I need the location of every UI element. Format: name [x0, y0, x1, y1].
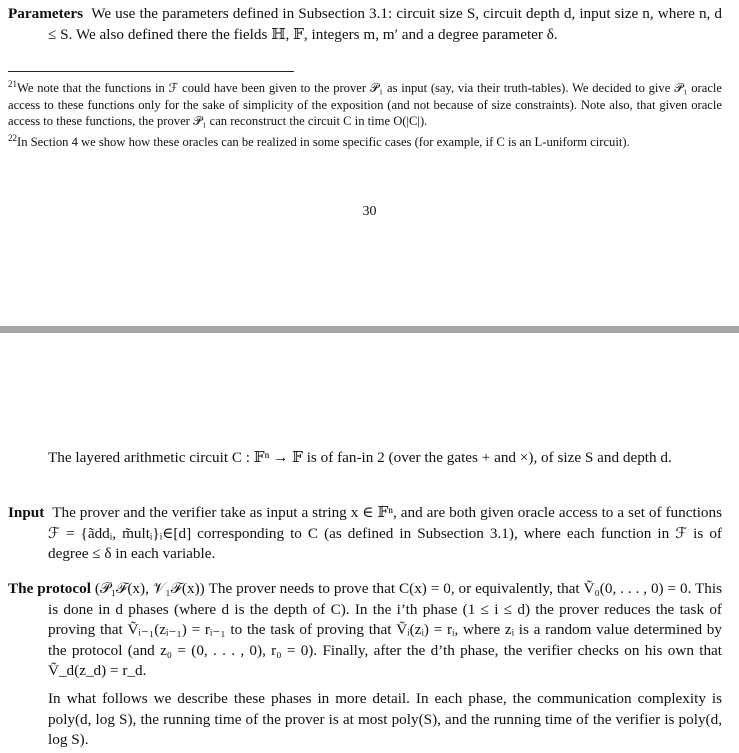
page-separator: [0, 326, 739, 333]
circuit-paragraph: [48, 448, 722, 469]
footnote-22: [8, 130, 722, 151]
footnote-21-text: We note that the functions in ℱ could have been given to the prover 𝒫₁ as input (say, via their truth-tables). We decided to give 𝒫₁ oracle access to these functions only for the sake of simplicity of the exposition (and not because of size constraints). Note also, that given oracle access to these functions, the prover 𝒫₁ can reconstruct the circuit C in time O(|C|).: [8, 81, 722, 129]
circuit-text: The layered arithmetic circuit C : 𝔽ⁿ → 𝔽 is of fan-in 2 (over the gates + and ×), of size S and depth d.: [48, 449, 672, 466]
parameters-text: We use the parameters defined in Subsection 3.1: circuit size S, circuit depth d, input size n, where n, d ≤ S. We also defined there the fields ℍ, 𝔽, integers m, m′ and a degree parameter δ.: [48, 5, 722, 43]
footnote-21-mark: 21: [8, 79, 17, 89]
footnote-rule: [8, 71, 294, 72]
parameters-paragraph: [8, 4, 722, 45]
footnote-22-mark: 22: [8, 132, 17, 143]
protocol-text: The prover needs to prove that C(x) = 0, or equivalently, that Ṽ₀(0, . . . , 0) = 0. This is done in d phases (where d is the depth of C). In the i’th phase (1 ≤ i ≤ d) the prover reduces the task of proving that Ṽᵢ₋₁(zᵢ₋₁) = rᵢ₋₁ to the task of proving that Ṽᵢ(zᵢ) = rᵢ, where zᵢ is a random value determined by the protocol (and z₀ = (0, . . . , 0), r₀ = 0). Finally, after the d’th phase, the verifier checks on his own that Ṽ_d(z_d) = r_d.: [48, 580, 722, 679]
protocol-signature: (𝒫₁ℱ(x), 𝒱₁ℱ(x)): [94, 580, 205, 597]
footnote-22-text: In Section 4 we show how these oracles can be realized in some specific cases (for example, if C is an L-uniform circuit).: [17, 135, 630, 150]
footnotes: [8, 76, 722, 151]
parameters-heading: Parameters: [8, 5, 84, 22]
input-heading: Input: [8, 504, 45, 521]
page-number: 30: [362, 204, 377, 219]
detail-paragraph: [48, 689, 722, 751]
input-paragraph: [8, 503, 722, 565]
protocol-paragraph: [8, 579, 722, 682]
footnote-21: [8, 76, 722, 130]
detail-text: In what follows we describe these phases in more detail. In each phase, the communication complexity is poly(d, log S), the running time of the prover is at most poly(S), and the running time of the verifier is poly(d, log S).: [48, 690, 722, 748]
protocol-heading: The protocol: [8, 580, 91, 597]
input-text: The prover and the verifier take as input a string x ∈ 𝔽ⁿ, and are both given oracle access to a set of functions ℱ = {ãddᵢ, m̃ultᵢ}ᵢ∈[d] corresponding to C (as defined in Subsection 3.1), where each function in ℱ is of degree ≤ δ in each variable.: [48, 504, 723, 562]
